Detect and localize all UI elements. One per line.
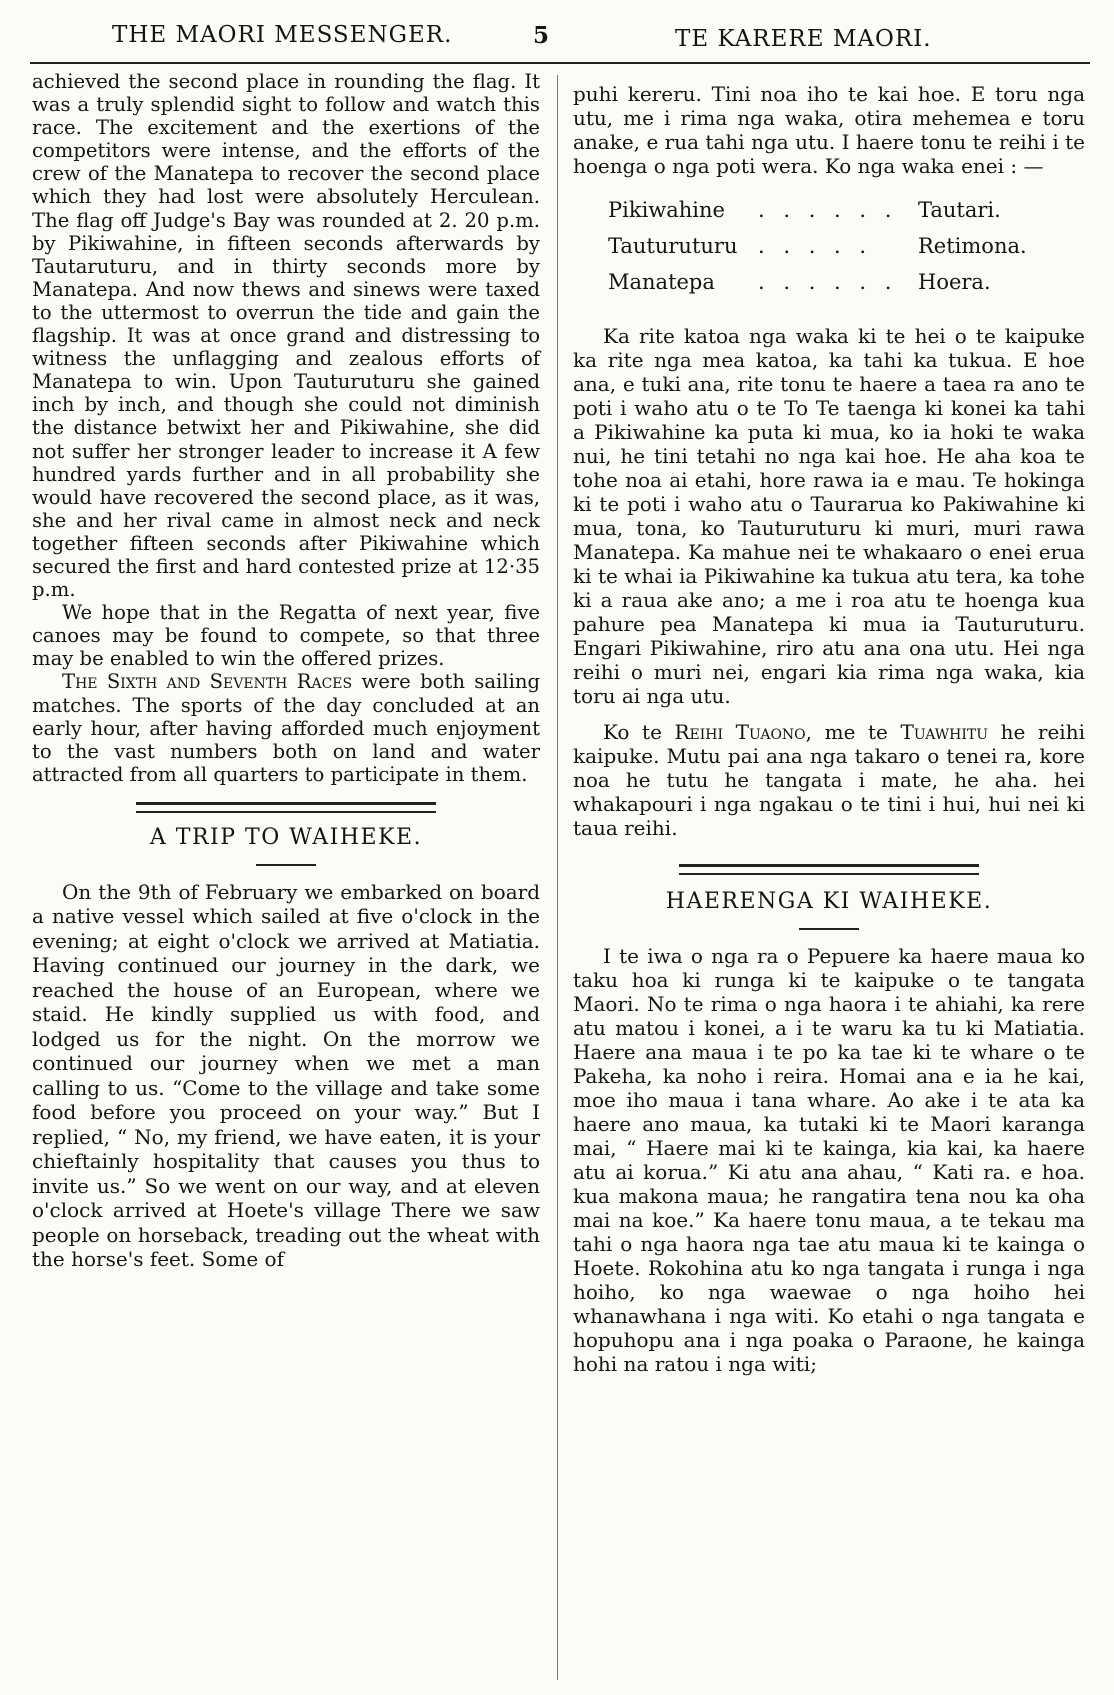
english-race-paragraph: achieved the second place in rounding the flag. It was a truly splendid sight to follow and watch this race. The excitement and the exertions of the competitors were intense, and the efforts of the crew of the Manatepa to recover the second place which they had lost were absolutely Herculean. The flag off Judge's Bay was rounded at 2. 20 p.m. by Pikiwahine, in fifteen seconds afterwards by Tautaruturu, and in thirty seconds more by Manatepa. And now thews and sinews were taxed to the uttermost to overrun the tide and gain the flagship. It was at once grand and distressing to witness the unflagging and zealous efforts of Manatepa to win. Upon Tauturuturu she gained inch by inch, and though she could not diminish the distance betwixt her and Pikiwahine, she did not suffer her stronger leader to increase it A few hundred yards further and in all probability she would have recovered the second place, as it was, she and her rival came in almost neck and neck together fifteen seconds after Pikiwahine which secured the first and hard contested prize at 12·35 p.m. [32, 70, 540, 602]
section-rule [136, 802, 436, 813]
maori-races-label-seventh: Tuawhitu [900, 720, 989, 744]
maori-column [573, 82, 1085, 1376]
leader-dots: . . . . . . [758, 270, 898, 294]
steersman-name: Hoera. [918, 270, 991, 294]
section-rule [679, 864, 979, 875]
canoe-name: Manatepa [608, 270, 715, 294]
canoe-name: Tauturuturu [608, 234, 738, 258]
english-column [32, 70, 540, 1272]
english-hope-paragraph: We hope that in the Regatta of next year, five canoes may be found to compete, so that three may be enabled to win the offered prizes. [32, 601, 540, 671]
maori-races-mid: , me te [805, 720, 901, 744]
english-races-paragraph [32, 670, 540, 785]
maori-races-label-sixth: Reihi Tuaono [674, 720, 806, 744]
masthead-maori-title: TE KARERE MAORI. [675, 26, 932, 52]
masthead-english-title: THE MAORI MESSENGER. [112, 22, 453, 48]
leader-dots: . . . . . [758, 234, 873, 258]
maori-trip-heading: HAERENGA KI WAIHEKE. [665, 889, 993, 914]
steersman-name: Retimona. [918, 234, 1027, 258]
header-rule [30, 62, 1090, 64]
english-trip-heading: A TRIP TO WAIHEKE. [149, 824, 423, 850]
canoe-list [573, 198, 1085, 306]
maori-races-text: he reihi kaipuke. Mutu pai ana nga takaro o tenei ra, kore noa he tutu he tangata i mate, he aha. hei whakapouri i nga ngakau o te tini i hui, hui nei ki taua reihi. [573, 720, 1085, 840]
canoe-row [573, 198, 1085, 234]
english-races-text: were both sailing matches. The sports of the day concluded at an early hour, after having afforded much enjoyment to the vast numbers both on land and water attracted from all quarters to participate in them. [32, 670, 540, 786]
maori-trip-paragraph: I te iwa o nga ra o Pepuere ka haere maua ko taku hoa ki runga ki te kaipuke o te tangata Maori. No te rima o nga haora i te ahiahi, ka rere atu matou i konei, a i te waru ka tu ki Matiatia. Haere ana maua i te po ka tae ki te whare o te Pakeha, ka noho i reira. Homai ana e ia he kai, moe iho maua i tana whare. Ao ake i te ata ka haere ano maua, ka tutaki ki te Maori karanga mai, “ Haere mai ki te kainga, kia kai, ka haere atu ai korua.” Ki atu ana ahau, “ Kati ra. e hoa. kua makona maua; he rangatira tena nou ka oha mai na koe.” Ka haere tonu maua, a te tekau ma tahi o nga haora nga tae atu maua ki te kainga o Hoete. Rokohina atu ko nga tangata i runga i nga hoiho, ko nga waewae o nga hoiho hei whanawhana i nga witi. Ko etahi o nga tangata e hopuhopu ana i nga poaka o Paraone, he kainga hohi na ratou i nga witi; [573, 944, 1085, 1376]
maori-race-paragraph: Ka rite katoa nga waka ki te hei o te kaipuke ka rite nga mea katoa, ka tahi ka tukua. E hoe ana, e tuki ana, rite tonu te haere a taea ra ano te poti i waho atu o te To Te taenga ki konei ka tahi a Pikiwahine ka puta ki mua, ko ia hoki te waka nui, he tini tetahi no nga kai hoe. He aha koa te tohe noa ai etahi, hore rawa ia e mau. Te hokinga ki te poti i waho atu o Taurarua ko Pakiwahine ki mua, tona, ko Tauturuturu ki muri, muri rawa Manatepa. Ka mahue nei te whakaaro o enei erua ki te whai ia Pikiwahine ka tukua atu tera, ka tohe ki a raua ake ano; a me i roa atu te hoenga kua pahure pea Manatepa ki mua ia Tauturuturu. Engari Pikiwahine, riro atu ana ona utu. Hei nga reihi o muri nei, engari kia rima nga waka, kia toru ai nga utu. [573, 324, 1085, 708]
maori-races-prefix: Ko te [603, 720, 675, 744]
english-races-label: The Sixth and Seventh Races [62, 670, 353, 694]
english-trip-paragraph: On the 9th of February we embarked on board a native vessel which sailed at five o'clock in the evening; at eight o'clock we arrived at Matiatia. Having continued our journey in the dark, we reached the house of an European, where we staid. He kindly supplied us with food, and lodged us for the night. On the morrow we continued our journey when we met a man calling to us. “Come to the village and take some food before you proceed on your way.” But I replied, “ No, my friend, we have eaten, it is your chieftainly hospitality that causes you thus to invite us.” So we went on our way, and at eleven o'clock arrived at Hoete's village There we saw people on horseback, treading out the wheat with the horse's feet. Some of [32, 879, 540, 1272]
maori-races-paragraph [573, 720, 1085, 840]
canoe-row [573, 234, 1085, 270]
canoe-name: Pikiwahine [608, 198, 725, 222]
maori-intro-paragraph: puhi kereru. Tini noa iho te kai hoe. E toru nga utu, me i rima nga waka, otira mehemea e toru anake, e rua tahi nga utu. I haere tonu te reihi i te hoenga o nga poti wera. Ko nga waka enei : — [573, 82, 1085, 178]
steersman-name: Tautari. [918, 198, 1001, 222]
masthead [0, 14, 1114, 54]
page-number: 5 [533, 22, 551, 49]
leader-dots: . . . . . . [758, 198, 898, 222]
column-divider [557, 75, 558, 1680]
canoe-row [573, 270, 1085, 306]
